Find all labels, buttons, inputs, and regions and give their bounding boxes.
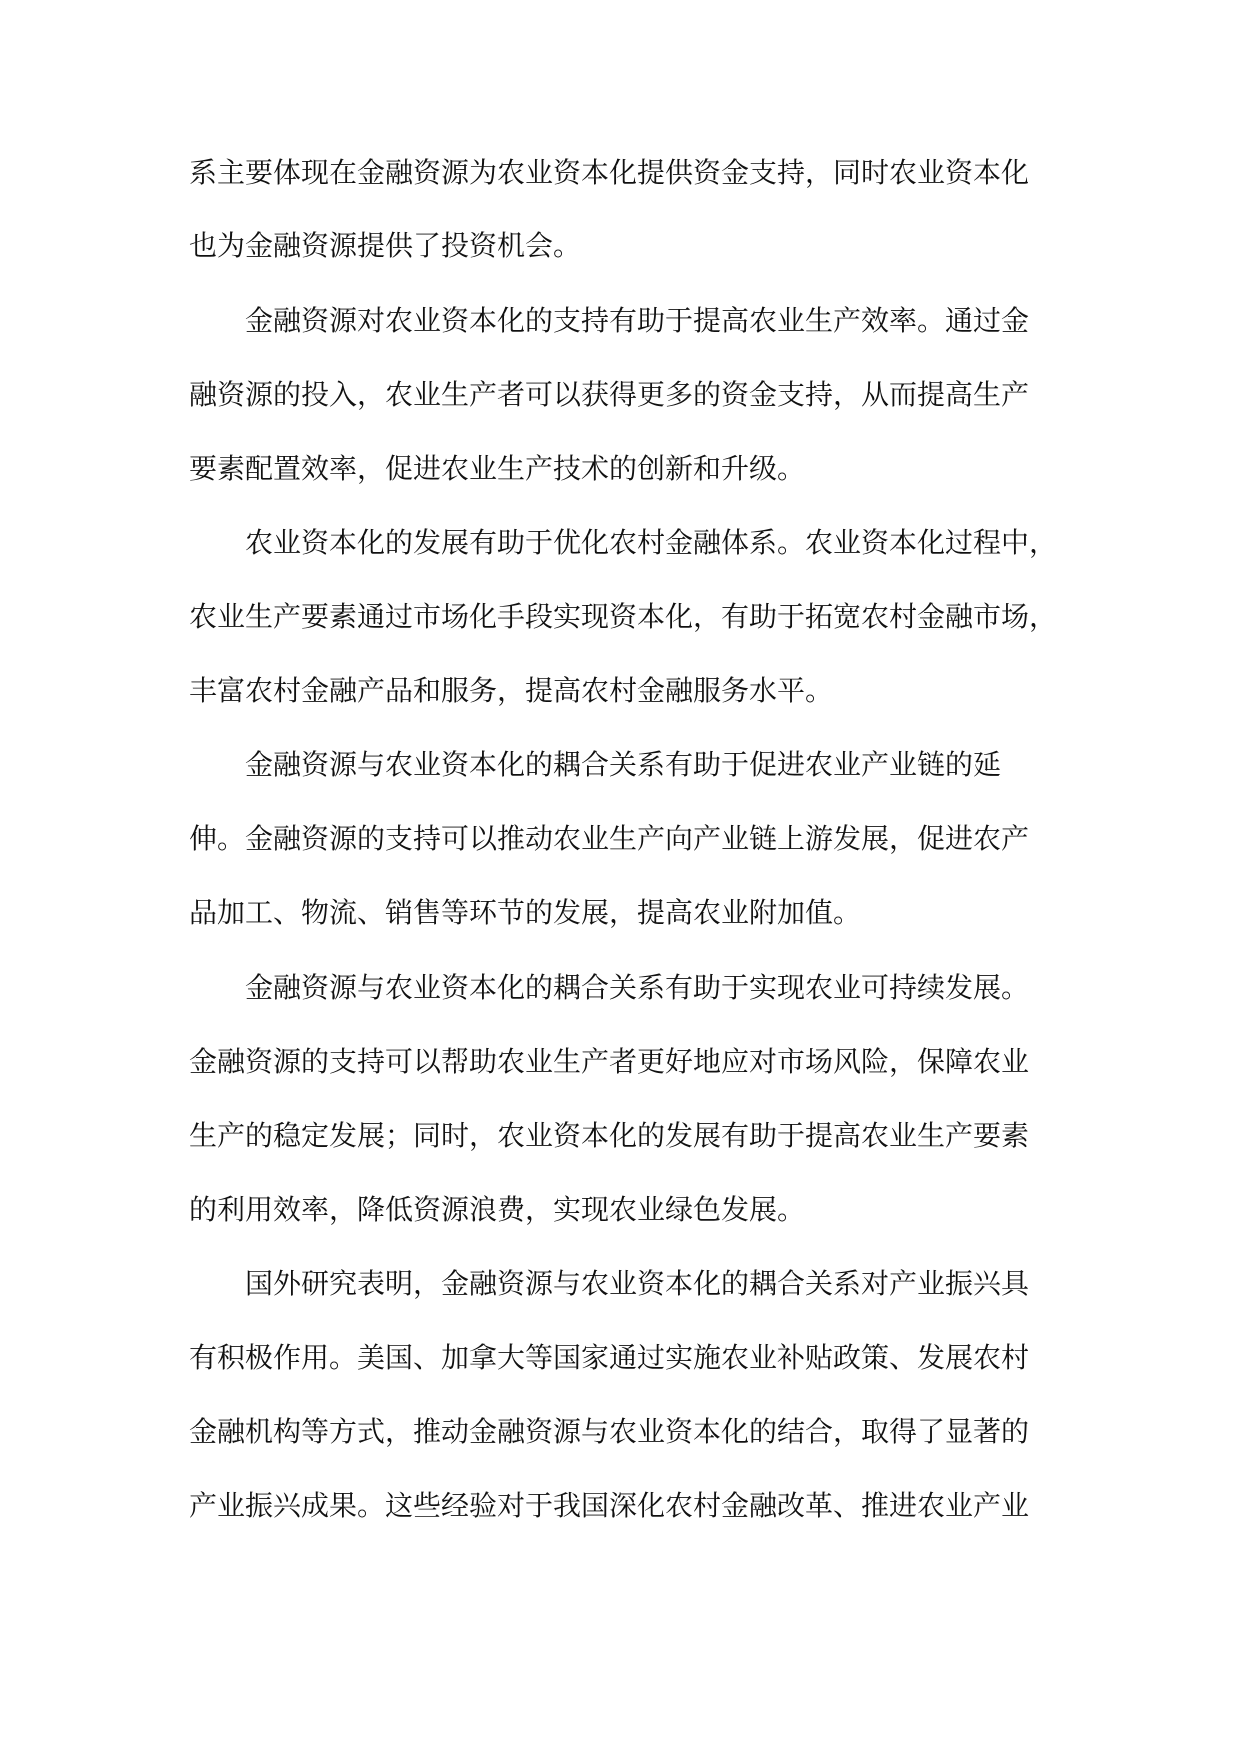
- paragraph-first-line: 金融资源与农业资本化的耦合关系有助于促进农业产业链的延: [245, 748, 1002, 781]
- paragraph-first-line: 国外研究表明，金融资源与农业资本化的耦合关系对产业振兴具: [245, 1267, 1030, 1300]
- text-line: 的利用效率，降低资源浪费，实现农业绿色发展。: [189, 1193, 806, 1226]
- paragraph-first-line: 农业资本化的发展有助于优化农村金融体系。农业资本化过程中，: [245, 526, 1058, 559]
- paragraph-first-line: 金融资源与农业资本化的耦合关系有助于实现农业可持续发展。: [245, 971, 1030, 1004]
- text-line: 金融机构等方式，推动金融资源与农业资本化的结合，取得了显著的: [189, 1415, 1030, 1448]
- text-line: 系主要体现在金融资源为农业资本化提供资金支持，同时农业资本化: [189, 156, 1030, 189]
- text-line: 融资源的投入，农业生产者可以获得更多的资金支持，从而提高生产: [189, 378, 1030, 411]
- paragraph-first-line: 金融资源对农业资本化的支持有助于提高农业生产效率。通过金: [245, 304, 1030, 337]
- text-line: 金融资源的支持可以帮助农业生产者更好地应对市场风险，保障农业: [189, 1045, 1030, 1078]
- text-line: 丰富农村金融产品和服务，提高农村金融服务水平。: [189, 674, 834, 707]
- text-line: 也为金融资源提供了投资机会。: [189, 229, 582, 262]
- text-line: 伸。金融资源的支持可以推动农业生产向产业链上游发展，促进农产: [189, 822, 1030, 855]
- text-line: 要素配置效率，促进农业生产技术的创新和升级。: [189, 452, 806, 485]
- text-line: 品加工、物流、销售等环节的发展，提高农业附加值。: [189, 896, 862, 929]
- text-line: 有积极作用。美国、加拿大等国家通过实施农业补贴政策、发展农村: [189, 1341, 1030, 1374]
- text-line: 农业生产要素通过市场化手段实现资本化，有助于拓宽农村金融市场，: [189, 600, 1058, 633]
- text-line: 生产的稳定发展；同时，农业资本化的发展有助于提高农业生产要素: [189, 1119, 1030, 1152]
- text-line: 产业振兴成果。这些经验对于我国深化农村金融改革、推进农业产业: [189, 1489, 1030, 1522]
